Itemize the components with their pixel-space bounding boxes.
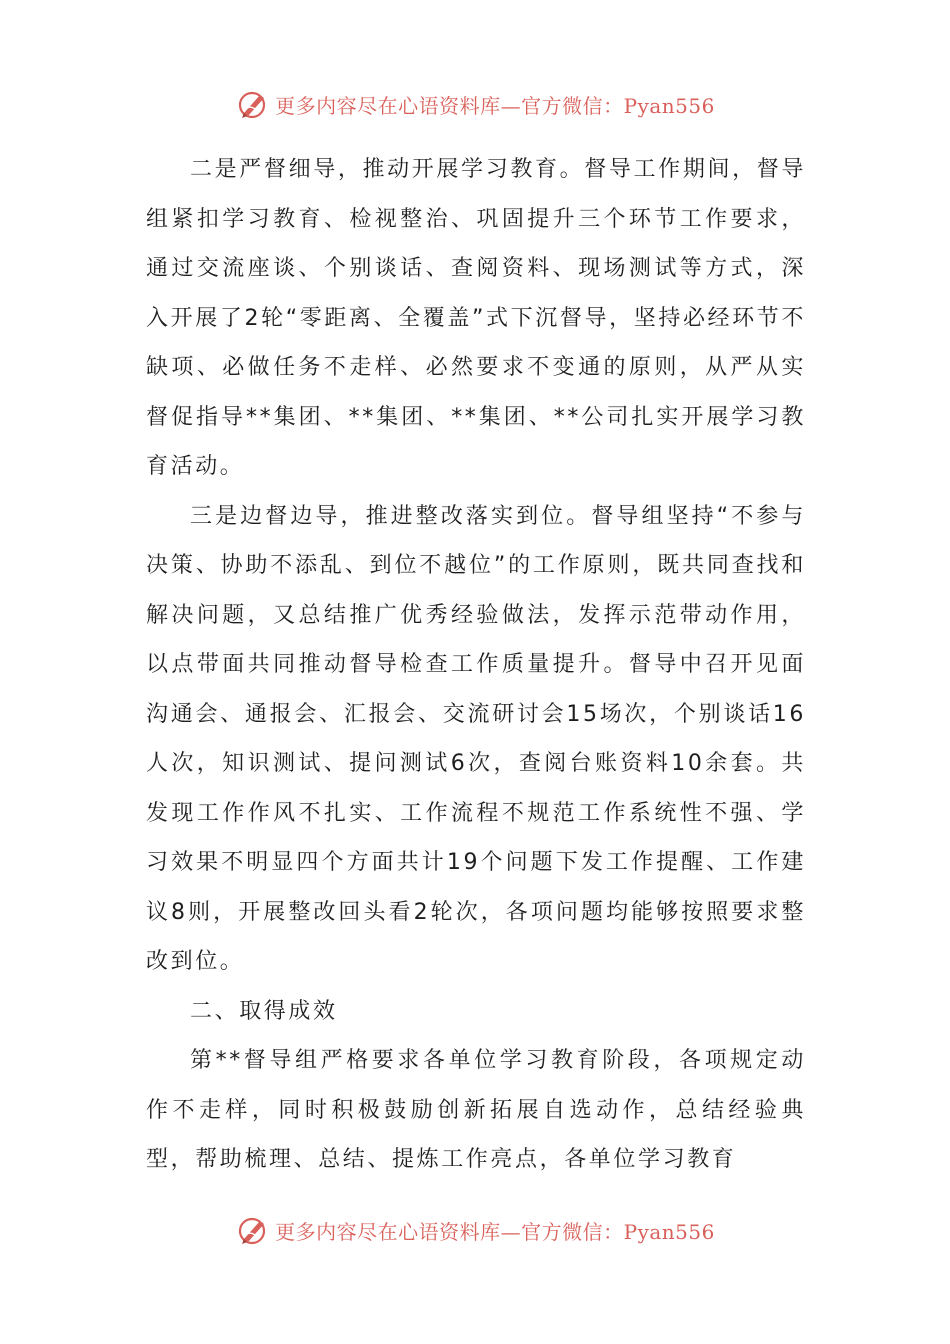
paragraph-results: 第**督导组严格要求各单位学习教育阶段，各项规定动作不走样，同时积极鼓励创新拓展自选动作，总结经验典型，帮助梳理、总结、提炼工作亮点，各单位学习教育	[146, 1048, 806, 1172]
pen-logo-icon	[235, 86, 271, 122]
pen-logo-icon	[235, 1212, 271, 1248]
document-body	[146, 145, 806, 1185]
watermark-text: 更多内容尽在心语资料库—官方微信：Pyan556	[275, 93, 715, 118]
paragraph-strict-supervision: 二是严督细导，推动开展学习教育。督导工作期间，督导组紧扣学习教育、检视整治、巩固提升三个环节工作要求，通过交流座谈、个别谈话、查阅资料、现场测试等方式，深入开展了2轮“零距离、全覆盖”式下沉督导，坚持必经环节不缺项、必做任务不走样、必然要求不变通的原则，从严从实督促指导**集团、**集团、**集团、**公司扎实开展学习教育活动。	[146, 157, 806, 479]
watermark-banner-top	[0, 84, 950, 124]
section-heading-results: 二、取得成效	[190, 998, 338, 1024]
paragraph-rectification: 三是边督边导，推进整改落实到位。督导组坚持“不参与决策、协助不添乱、到位不越位”的工作原则，既共同查找和解决问题，又总结推广优秀经验做法，发挥示范带动作用，以点带面共同推动督导检查工作质量提升。督导中召开见面沟通会、通报会、汇报会、交流研讨会15场次，个别谈话16人次，知识测试、提问测试6次，查阅台账资料10余套。共发现工作作风不扎实、工作流程不规范工作系统性不强、学习效果不明显四个方面共计19个问题下发工作提醒、工作建议8则，开展整改回头看2轮次，各项问题均能够按照要求整改到位。	[146, 503, 806, 974]
watermark-text: 更多内容尽在心语资料库—官方微信：Pyan556	[275, 1219, 715, 1244]
watermark-banner-bottom	[0, 1210, 950, 1250]
